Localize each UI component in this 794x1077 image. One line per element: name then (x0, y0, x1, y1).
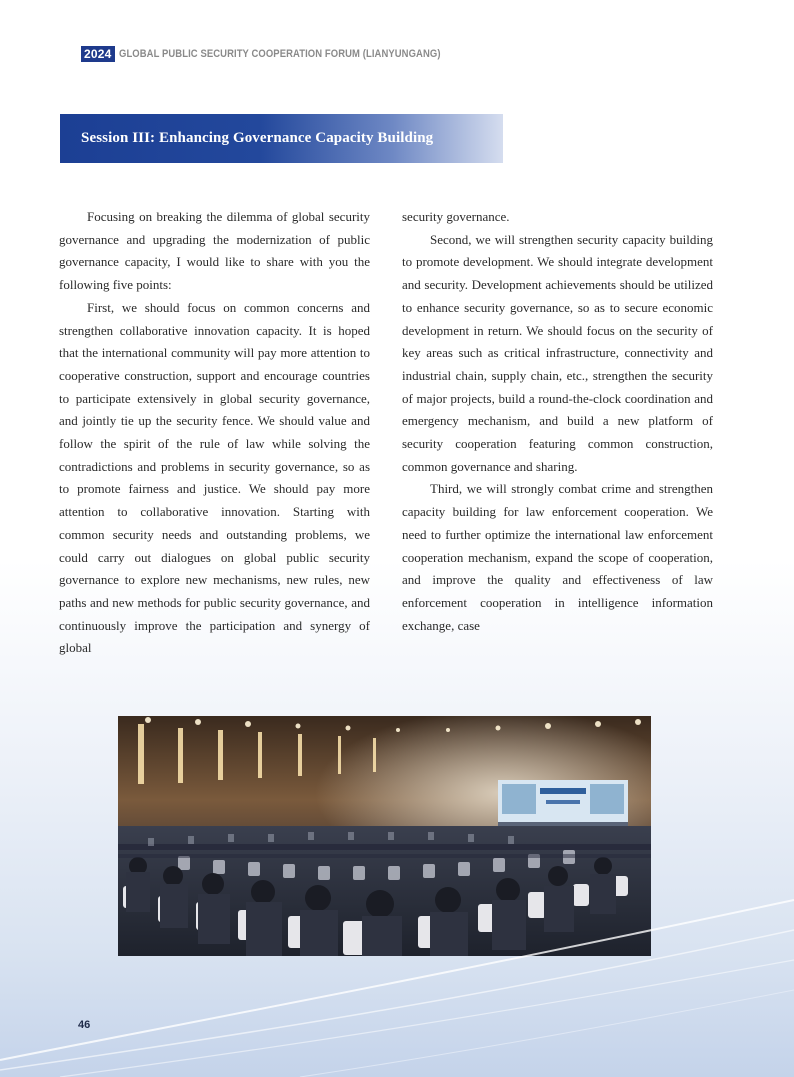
page-number: 46 (78, 1019, 91, 1031)
left-paragraph-1: Focusing on breaking the dilemma of global security governance and upgrading the modernization of public governance capacity, I would like to share with you the following five points: (59, 209, 370, 293)
left-paragraph-2: First, we should focus on common concerns and strengthen collaborative innovation capacity. It is hoped that the international community will pay more attention to cooperative construction, support and encourage countries to participate extensively in global security governance, and jointly tie up the security fence. We should value and follow the spirit of the rule of law while solving the contradictions and problems in security governance, so as to promote fairness and justice. We should pay more attention to collaborative innovation. Starting with common security needs and outstanding problems, we could carry out dialogues on global public security governance to explore new mechanisms, new rules, new paths and new methods for public security governance, and continuously improve the participation and synergy of global (59, 299, 370, 656)
right-paragraph-2: Second, we will strengthen security capacity building to promote development. We should integrate development and security. Development achievements should be utilized to enhance security governance, so as to secure economic development in return. We should focus on the security of key areas such as critical infrastructure, connectivity and industrial chain, supply chain, etc., strengthen the security of major projects, build a round-the-clock coordination and emergency mechanism, and build a new platform of security cooperation featuring common construction, common governance and sharing. (402, 231, 713, 474)
conference-hall-photo (118, 716, 651, 956)
year-badge: 2024 (81, 46, 115, 62)
right-paragraph-3: Third, we will strongly combat crime and strengthen capacity building for law enforcement cooperation. We need to further optimize the international law enforcement cooperation mechanism, expand the scope of cooperation, and improve the quality and effectiveness of law enforcement cooperation in intelligence information exchange, case (402, 481, 713, 633)
forum-title: GLOBAL PUBLIC SECURITY COOPERATION FORUM (LIANYUNGANG) (118, 48, 441, 60)
session-banner (60, 114, 503, 163)
left-text-column (59, 206, 370, 660)
running-header (81, 45, 492, 63)
right-text-column (402, 206, 713, 637)
session-title: Session III: Enhancing Governance Capacity Building (81, 130, 434, 146)
right-paragraph-1: security governance. (402, 209, 510, 224)
